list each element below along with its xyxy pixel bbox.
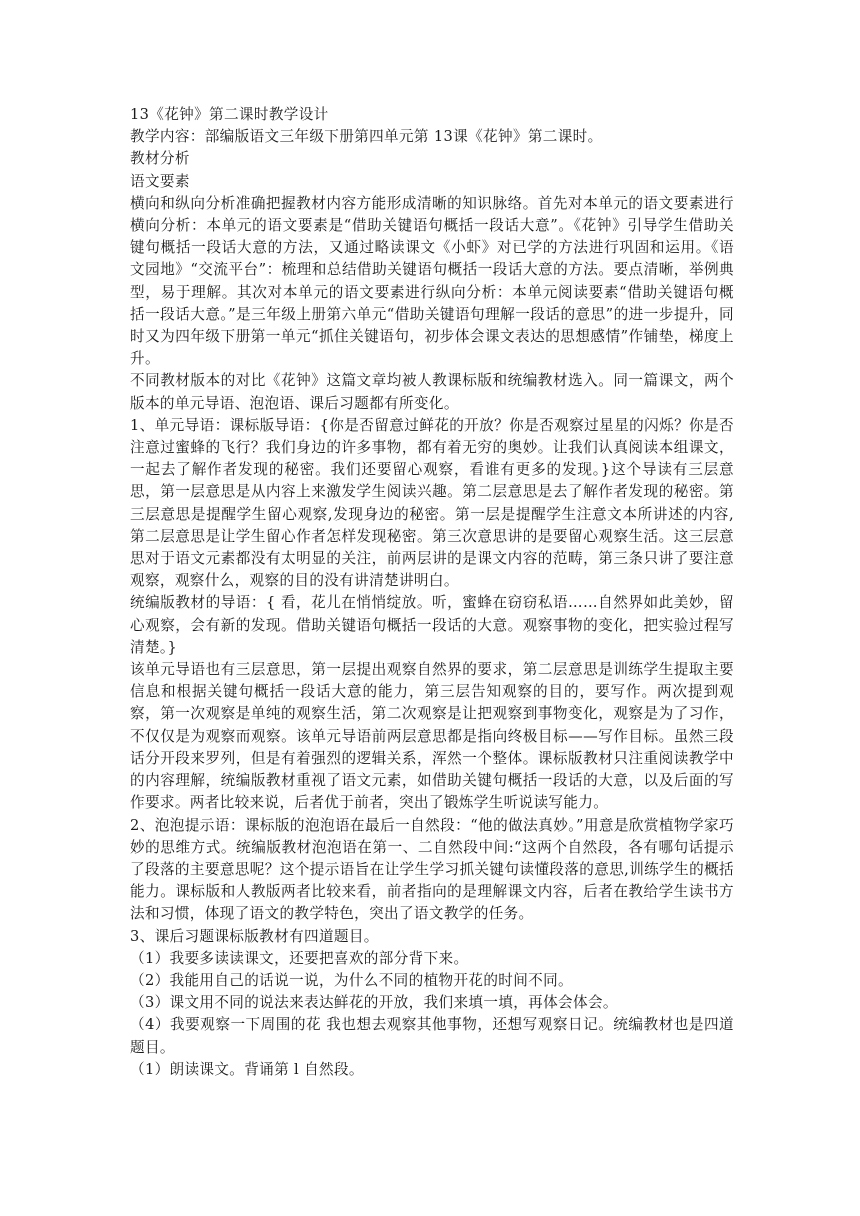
list-item: （4）我要观察一下周围的花 我也想去观察其他事物，还想写观察日记。统编教材也是四道题目。	[130, 1016, 734, 1056]
list-item: （2）我能用自己的话说一说，为什么不同的植物开花的时间不同。	[130, 971, 574, 989]
list-item: （1）我要多读读课文，还要把喜欢的部分背下来。	[130, 949, 469, 967]
section-heading-textbook-analysis: 教材分析	[130, 150, 190, 168]
numbered-paragraph-exercises: 3、课后习题课标版教材有四道题目。	[130, 927, 379, 945]
body-paragraph: 横向和纵向分析准确把握教材内容方能形成清晰的知识脉络。首先对本单元的语文要素进行横向分析：本单元的语文要素是“借助关键语句概括一段话大意”。《花钟》引导学生借助关键句概括一段话大意的方法，又通过略读课文《小虾》对已学的方法进行巩固和运用。《语文园地》“交流平台”：梳理和总结借助关键语句概括一段话大意的方法。要点清晰，举例典型，易于理解。其次对本单元的语文要素进行纵向分析：本单元阅读要素“借助关键语句概括一段话大意。”是三年级上册第六单元“借助关键语句理解一段话的意思”的进一步提升，同时又为四年级下册第一单元“抓住关键语句，初步体会课文表达的思想感情”作铺垫，梯度上升。	[130, 194, 734, 368]
subheading-language-elements: 语文要素	[130, 172, 190, 190]
document-page	[130, 104, 734, 1081]
numbered-paragraph-unit-intro: 1、单元导语：课标版导语：{你是否留意过鲜花的开放？你是否观察过星星的闪烁？你是否注意过蜜蜂的飞行？我们身边的许多事物，都有着无穷的奥妙。让我们认真阅读本组课文，一起去了解作者发现的秘密。我们还要留心观察，看谁有更多的发现。}这个导读有三层意思，第一层意思是从内容上来激发学生阅读兴趣。第二层意思是去了解作者发现的秘密。第三层意思是提醒学生留心观察,发现身边的秘密。第一层是提醒学生注意文本所讲述的内容,第二层意思是让学生留心作者怎样发现秘密。第三次意思讲的是要留心观察生活。这三层意思对于语文元素都没有太明显的关注，前两层讲的是课文内容的范畴，第三条只讲了要注意观察，观察什么，观察的目的没有讲清楚讲明白。	[130, 416, 734, 590]
list-item: （1）朗读课文。背诵第 l 自然段。	[130, 1060, 364, 1078]
body-paragraph: 统编版教材的导语：{ 看，花儿在悄悄绽放。听，蜜蜂在窃窃私语……自然界如此美妙，留心观察，会有新的发现。借助关键语句概括一段话的大意。观察事物的变化，把实验过程写清楚。}	[130, 594, 734, 656]
list-item: （3）课文用不同的说法来表达鲜花的开放，我们来填一填，再体会体会。	[130, 994, 618, 1012]
document-title: 13《花钟》第二课时教学设计	[130, 106, 329, 123]
body-paragraph: 不同教材版本的对比《花钟》这篇文章均被人教课标版和统编教材选入。同一篇课文，两个版本的单元导语、泡泡语、课后习题都有所变化。	[130, 372, 734, 412]
numbered-paragraph-bubble-hints: 2、泡泡提示语：课标版的泡泡语在最后一自然段：“他的做法真妙。”用意是欣赏植物学家巧妙的思维方式。统编版教材泡泡语在第一、二自然段中间:“这两个自然段，各有哪句话提示了段落的主要意思呢？这个提示语旨在让学生学习抓关键句读懂段落的意思,训练学生的概括能力。课标版和人教版两者比较来看，前者指向的是理解课文内容，后者在教给学生读书方法和习惯，体现了语文的教学特色，突出了语文教学的任务。	[130, 816, 734, 923]
teaching-content: 教学内容：部编版语文三年级下册第四单元第 13课《花钟》第二课时。	[130, 128, 603, 146]
body-paragraph: 该单元导语也有三层意思，第一层提出观察自然界的要求，第二层意思是训练学生提取主要信息和根据关键句概括一段话大意的能力，第三层告知观察的目的，要写作。两次提到观察，第一次观察是单纯的观察生活，第二次观察是让把观察到事物变化，观察是为了习作，不仅仅是为观察而观察。该单元导语前两层意思都是指向终极目标——写作目标。虽然三段话分开段来罗列，但是有着强烈的逻辑关系，浑然一个整体。课标版教材只注重阅读教学中的内容理解，统编版教材重视了语文元素，如借助关键句概括一段话的大意，以及后面的写作要求。两者比较来说，后者优于前者，突出了锻炼学生听说读写能力。	[130, 661, 734, 812]
